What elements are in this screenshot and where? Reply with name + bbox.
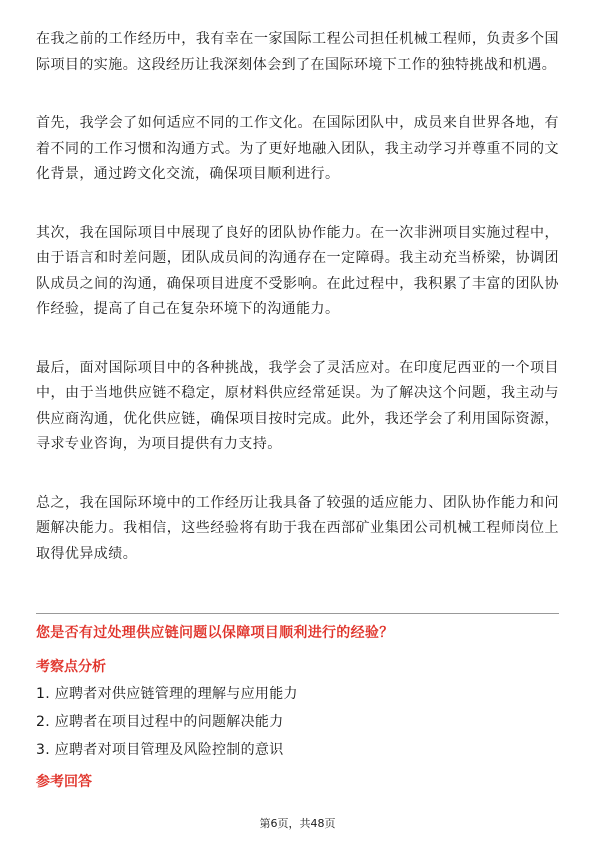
- analysis-point: 2. 应聘者在项目过程中的问题解决能力: [36, 714, 284, 730]
- analysis-point: 1. 应聘者对供应链管理的理解与应用能力: [36, 686, 298, 702]
- paragraph-intro: 在我之前的工作经历中，我有幸在一家国际工程公司担任机械工程师，负责多个国际项目的实施。这段经历让我深刻体会到了在国际环境下工作的独特挑战和机遇。: [36, 31, 559, 73]
- analysis-point: 3. 应聘者对项目管理及风险控制的意识: [36, 742, 284, 758]
- answer-body: [36, 27, 559, 567]
- paragraph-conclusion: 总之，我在国际环境中的工作经历让我具备了较强的适应能力、团队协作能力和问题解决能力。我相信，这些经验将有助于我在西部矿业集团公司机械工程师岗位上取得优异成绩。: [36, 494, 559, 562]
- analysis-heading: 考察点分析: [36, 659, 106, 675]
- paragraph-last: 最后，面对国际项目中的各种挑战，我学会了灵活应对。在印度尼西亚的一个项目中，由于当地供应链不稳定，原材料供应经常延误。为了解决这个问题，我主动与供应商沟通，优化供应链，确保项目按时完成。此外，我还学会了利用国际资源，寻求专业咨询，为项目提供有力支持。: [36, 359, 559, 452]
- paragraph-second: 其次，我在国际项目中展现了良好的团队协作能力。在一次非洲项目实施过程中，由于语言和时差问题，团队成员间的沟通存在一定障碍。我主动充当桥梁，协调团队成员之间的沟通，确保项目进度不受影响。在此过程中，我积累了丰富的团队协作经验，提高了自己在复杂环境下的沟通能力。: [36, 224, 559, 317]
- page-number: 第6页，共48页: [259, 817, 336, 830]
- reference-answer-heading: 参考回答: [36, 774, 92, 790]
- paragraph-first: 首先，我学会了如何适应不同的工作文化。在国际团队中，成员来自世界各地，有着不同的工作习惯和沟通方式。为了更好地融入团队，我主动学习并尊重不同的文化背景，通过跨文化交流，确保项目顺利进行。: [36, 115, 559, 182]
- interview-question: 您是否有过处理供应链问题以保障项目顺利进行的经验？: [36, 625, 394, 641]
- section-divider: [36, 613, 559, 614]
